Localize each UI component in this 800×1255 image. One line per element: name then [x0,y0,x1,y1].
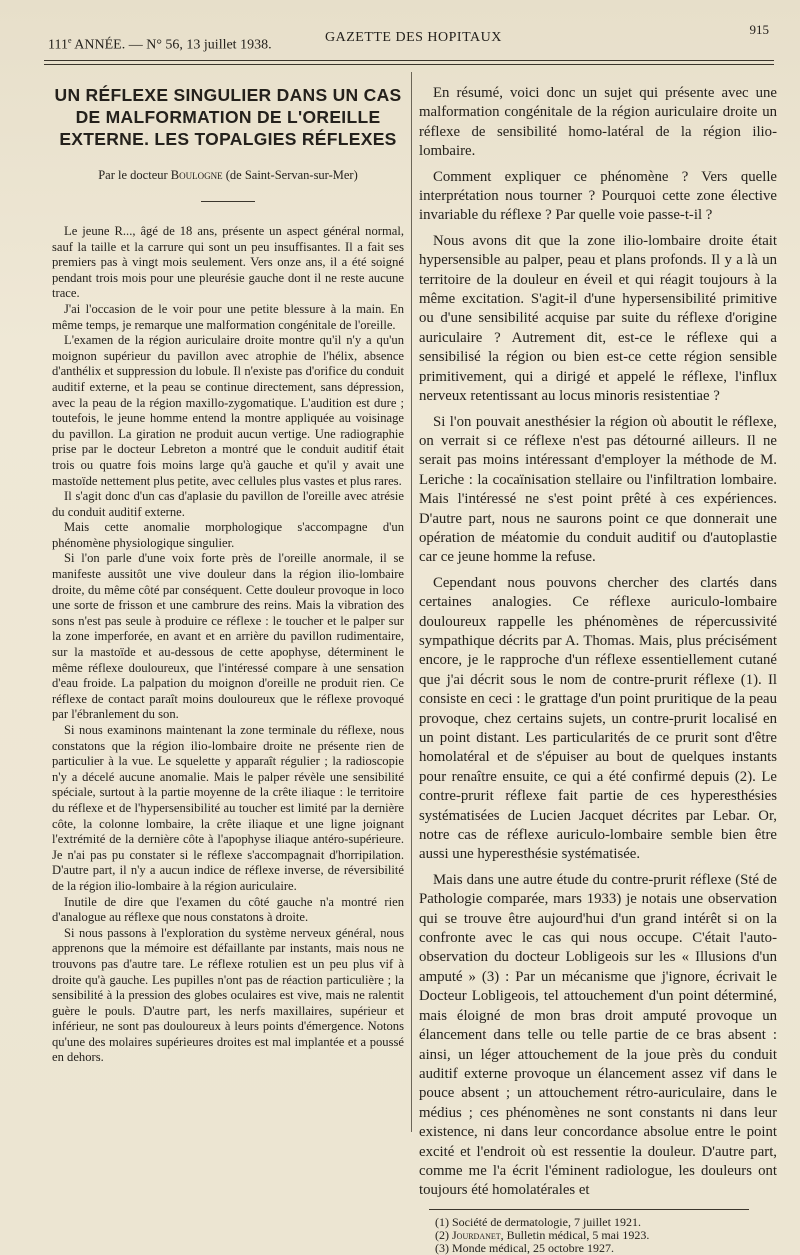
paragraph: Si nous examinons maintenant la zone terminale du réflexe, nous constatons que la région ilio-lombaire droite ne présente rien de particulier à la vue. Le squelette y apparaît régulier ; la radioscopie n'y a décelé aucune anomalie. Mais le palper révèle une sensibilité spéciale, surtout à la partie moyenne de la crête iliaque : le territoire du réflexe et de l'hypersensibilité au toucher est limité par la dernière côte, la colonne lombaire, la crête iliaque et une ligne joignant l'extrémité de la dernière côte à l'apophyse iliaque antéro-supérieure. Je n'ai pas pu constater si le réflexe s'accompagnait d'horripilation. D'autre part, il n'y a aucun indice de réflexe inverse, de réversibilité de la région ilio-lombaire à la région auriculaire. [52,723,404,893]
footnote [435,1242,777,1255]
paragraph: Il s'agit donc d'un cas d'aplasie du pavillon de l'oreille avec atrésie du conduit auditif externe. [52,489,404,519]
paragraph: J'ai l'occasion de le voir pour une petite blessure à la main. En même temps, je remarque une malformation congénitale de l'oreille. [52,301,404,332]
byline [52,168,404,183]
right-column [419,78,777,1255]
left-body [52,224,404,1066]
year-label: ANNÉE. [74,37,126,53]
right-body [419,84,777,1201]
article-title: UN RÉFLEXE SINGULIER DANS UN CAS DE MALFORMATION DE L'OREILLE EXTERNE. LES TOPALGIES RÉFLEXES [54,85,402,149]
footnote-number: (2) [435,1227,452,1242]
paragraph: Nous avons dit que la zone ilio-lombaire droite était hypersensible au palper, peau et plans profonds. Il y a là un territoire de la douleur en éveil et qui réagit toujours à la même excitation. S'agit-il d'une hypersensibilité primitive ou d'une sensibilité acquise par suite du réflexe d'origine auriculaire ? Autrement dit, est-ce le réflexe qui a sensibilisé la région ou bien est-ce cette région sensible primitivement, qui a dirigé et appelé le réflexe, l'influx nerveux retentissant au locus minoris resistentiae ? [419,232,777,405]
page-number: 915 [749,22,769,37]
author-name: Boulogne [170,168,223,182]
page-header [40,22,775,56]
paragraph: Si l'on parle d'une voix forte près de l'oreille anormale, il se manifeste aussitôt une vive douleur dans la région ilio-lombaire droite, du même côté par conséquent. Cette douleur provoque in loco une sorte de frisson et une cambrure des reins. Mais la vibration des sons n'est pas seule à produire ce réflexe : le toucher et le palper sur la zone imperforée, en avant et en arrière du pavillon rudimentaire, sur la mastoïde et au-dessous de cette apophyse, déterminent le même réflexe douloureux, que l'intéressé compare à une sensation d'eau froide. La palpation du moignon d'oreille ne produit rien. Ce réflexe de contact paraît moins douloureux que le réflexe provoqué par l'ébranlement du son. [52,551,404,722]
paragraph: L'examen de la région auriculaire droite montre qu'il n'y a qu'un moignon supérieur du pavillon avec atrophie de l'hélix, absence d'anthélix et suppression du lobule. Il n'existe pas d'orifice du conduit auditif externe, et la peau se continue directement, sans dépression, avec la peau de la région maxillo-zygomatique. L'audition est dure ; toutefois, le jeune homme entend la montre appliquée au voisinage du pavillon. La giration ne produit aucun vertige. Une radiographie prise par le docteur Lebreton a montré que le conduit auditif était trois ou quatre fois moins large qu'à gauche et qu'il y avait une mastoïde nettement plus petite, avec cellules plus vastes et plus rares. [52,333,404,488]
header-rule-top [44,60,774,61]
year-number: 111 [48,37,68,53]
footnote-number: (1) [435,1214,452,1229]
footnote-rule [429,1209,749,1210]
paragraph: En résumé, voici donc un sujet qui présente avec une malformation congénitale de la région auriculaire droite un réflexe de sensibilité homo-latéral de la région ilio-lombaire. [419,85,777,160]
paragraph: Mais dans une autre étude du contre-prurit réflexe (Sté de Pathologie comparée, mars 1933) je notais une observation qui se trouve être aujourd'hui d'un grand intérêt si on la confronte avec le cas qui nous occupe. C'était l'auto-observation du docteur Lobligeois sur les « Illusions d'un amputé » (3) : Par un mécanisme que j'ignore, écrivait le Docteur Lobligeois, tel attouchement d'un point déterminé, mais éloigné de mon bras droit amputé provoque un élancement dans telle ou telle partie de ce bras absent : ainsi, un léger attouchement de la joue près du conduit auditif externe provoque un élancement assez vif dans le pouce absent ; un attouchement rétro-auriculaire, dans le médius ; ces phénomènes ne sont constants ni dans leur existence, ni dans leur concordance absolue entre le point excité et l'endroit où est ressentie la douleur. D'autre part, comme me l'a écrit l'éminent radiologue, les douleurs ont toujours été homolatérales et [419,871,777,1199]
author-location: (de Saint-Servan-sur-Mer) [225,168,358,182]
paragraph: Le jeune R..., âgé de 18 ans, présente un aspect général normal, sauf la taille et la carrure qui sont un peu insuffisantes. Il a fait ses premiers pas à vingt mois seulement. Vers onze ans, il a été soigné pendant trois mois pour une pleurésie gauche dont il ne reste aucune trace. [52,224,404,301]
paragraph: Si l'on pouvait anesthésier la région où aboutit le réflexe, on verrait si ce réflexe n'est pas détourné ailleurs. Il ne serait pas moins intéressant d'employer la méthode de M. Leriche : la cocaïnisation stellaire ou l'infiltration lombaire. Mais l'intéressé ne s'est point prêté à ces expériences. D'autre part, nous ne saurons point ce que donnerait une opération de méatomie du conduit auditif ou d'autoplastie car ce jeune homme la refuse. [419,413,777,566]
footnote-text: Bulletin médical, 5 mai 1923. [506,1227,650,1242]
paragraph: Cependant nous pouvons chercher des clartés dans certaines analogies. Ce réflexe auriculo-lombaire douloureux rappelle les phénomènes de répercussivité sympathique décrits par A. Thomas. Mais, plus précisément encore, je le rapproche d'un réflexe essentiellement cutané que j'ai décrit sous le nom de contre-prurit réflexe (1). Il consiste en ceci : le grattage d'un point pruritique de la peau provoque, chez certains sujets, un contre-prurit localisé en un point distant. Les particularités de ce prurit sont d'être homolatéral et de s'épuiser au bout de quelques instants pour renaître ensuite, ce qui a été confirmé depuis (2). Le contre-prurit réflexe fait partie de ces hyperesthésies systématisées de Lucien Jacquet décrites par Lebar. Or, notre cas de réflexe auriculo-lombaire semble bien être aussi une hyperesthésie systématisée. [419,574,777,863]
title-separator [201,201,255,202]
paragraph: Si nous passons à l'exploration du système nerveux général, nous apprenons que la mémoire est défaillante par instants, mais nous ne trouvons pas d'autre tare. Le réflexe rotulien est un peu plus vif à droite qu'à gauche. Les pupilles n'ont pas de réaction particulière ; la sensibilité à la pression des globes oculaires est vive, mais ne ralentit guère le pouls. D'autre part, les nerfs maxillaires, supérieur et inférieur, ne sont pas douloureux à leurs points d'émergence. Notons qu'une des molaires supérieures droites est mal implantée et a poussé en dehors. [52,925,404,1065]
paragraph: Comment expliquer ce phénomène ? Vers quelle interprétation nous tourner ? Pourquoi cette zone élective invariable du réflexe ? Par quelle voie passe-t-il ? [419,168,777,224]
footnotes [419,1216,777,1255]
paragraph: Inutile de dire que l'examen du côté gauche n'a montré rien d'analogue au réflexe que nous constatons à droite. [52,894,404,925]
column-divider [411,72,412,1132]
left-column [52,78,404,1066]
byline-prefix: Par le docteur [98,168,168,182]
issue-number-date: — N° 56, 13 juillet 1938. [128,37,272,53]
year-suffix: e [67,36,72,45]
journal-name: GAZETTE DES HOPITAUX [325,30,502,45]
footnote-text: Société de dermatologie, 7 juillet 1921. [452,1214,641,1229]
footnote-author: Jourdanet, [452,1227,507,1242]
footnote-number: (3) [435,1241,452,1255]
issue-info [48,36,272,54]
header-rule-bottom [44,64,774,65]
paragraph: Mais cette anomalie morphologique s'accompagne d'un phénomène physiologique singulier. [52,520,404,550]
footnote-text: Monde médical, 25 octobre 1927. [452,1241,614,1255]
